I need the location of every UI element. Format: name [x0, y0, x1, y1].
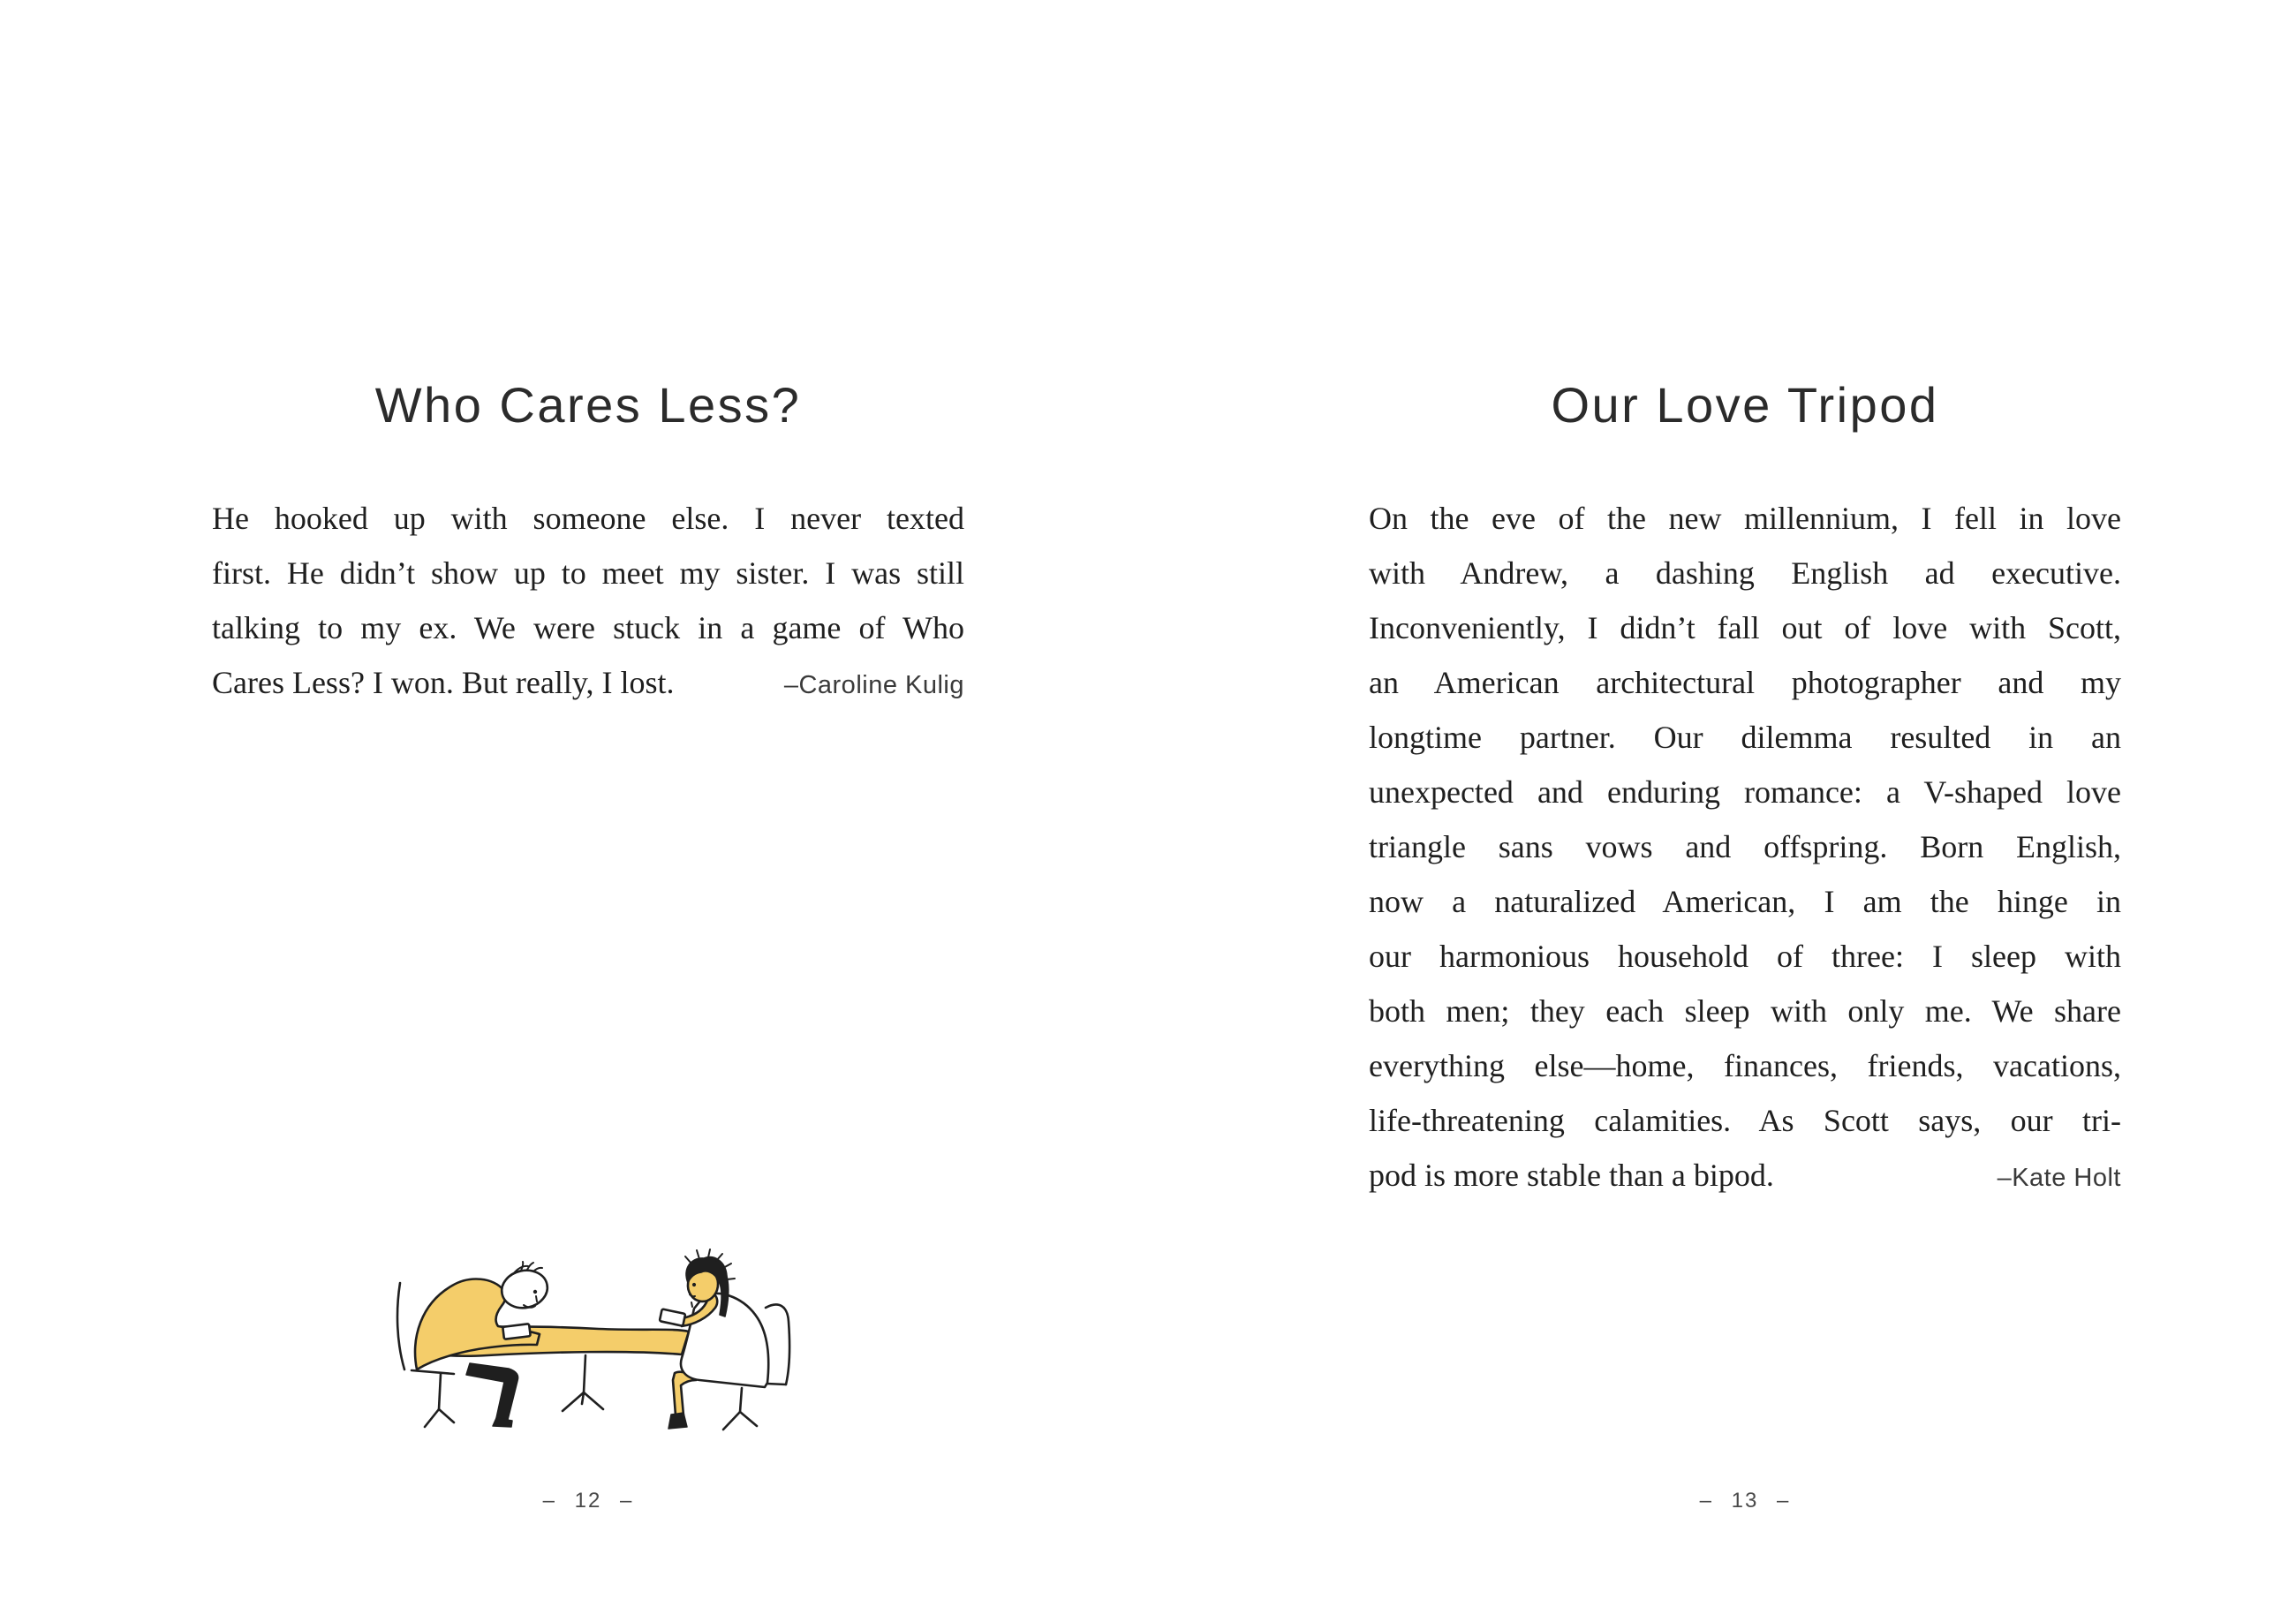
paragraph-line: with Andrew, a dashing English ad executive.	[1369, 555, 2121, 591]
paragraph-line: now a naturalized American, I am the hinge in	[1369, 884, 2121, 919]
last-line-text: Cares Less? I won. But really, I lost.	[212, 665, 675, 700]
paragraph-line: an American architectural photographer and my	[1369, 665, 2121, 700]
page-number: – 13 –	[1699, 1489, 1791, 1513]
left-page	[212, 0, 964, 1607]
paragraph-line: Inconveniently, I didn’t fall out of love with Scott,	[1369, 610, 2121, 645]
couple-texting-illustration	[371, 1241, 830, 1461]
left-figure-shoe	[493, 1418, 512, 1427]
right-page	[1369, 0, 2121, 1607]
attribution: –Caroline Kulig	[783, 671, 964, 699]
page-title: Our Love Tripod	[1551, 376, 1939, 433]
body-paragraph	[1369, 491, 2121, 1205]
paragraph-line: triangle sans vows and offspring. Born English,	[1369, 829, 2121, 864]
page-number: – 12 –	[542, 1489, 634, 1513]
right-figure-shoe	[668, 1413, 687, 1429]
left-figure-phone	[502, 1324, 530, 1339]
paragraph-lines	[1369, 491, 2121, 1148]
paragraph-lines	[212, 491, 964, 655]
body-paragraph	[212, 491, 964, 713]
left-figure-leg	[466, 1363, 518, 1420]
paragraph-line: He hooked up with someone else. I never texted	[212, 501, 964, 536]
paragraph-line: both men; they each sleep with only me. We share	[1369, 993, 2121, 1029]
paragraph-line: first. He didn’t show up to meet my sister. I was still	[212, 555, 964, 591]
attribution: –Kate Holt	[1997, 1164, 2121, 1192]
paragraph-line: On the eve of the new millennium, I fell in love	[1369, 501, 2121, 536]
page-title: Who Cares Less?	[374, 376, 802, 433]
paragraph-last-line	[1369, 1148, 2121, 1205]
paragraph-line: our harmonious household of three: I sleep with	[1369, 939, 2121, 974]
left-figure	[415, 1262, 551, 1427]
paragraph-line: longtime partner. Our dilemma resulted in an	[1369, 720, 2121, 755]
paragraph-last-line	[212, 655, 964, 713]
right-figure-phone	[660, 1309, 685, 1325]
paragraph-line: everything else—home, finances, friends, vacations,	[1369, 1048, 2121, 1083]
paragraph-line: talking to my ex. We were stuck in a game of Who	[212, 610, 964, 645]
last-line-text: pod is more stable than a bipod.	[1369, 1158, 1774, 1193]
paragraph-line: unexpected and enduring romance: a V-shaped love	[1369, 774, 2121, 810]
paragraph-line: life-threatening calamities. As Scott says, our tri-	[1369, 1103, 2121, 1138]
